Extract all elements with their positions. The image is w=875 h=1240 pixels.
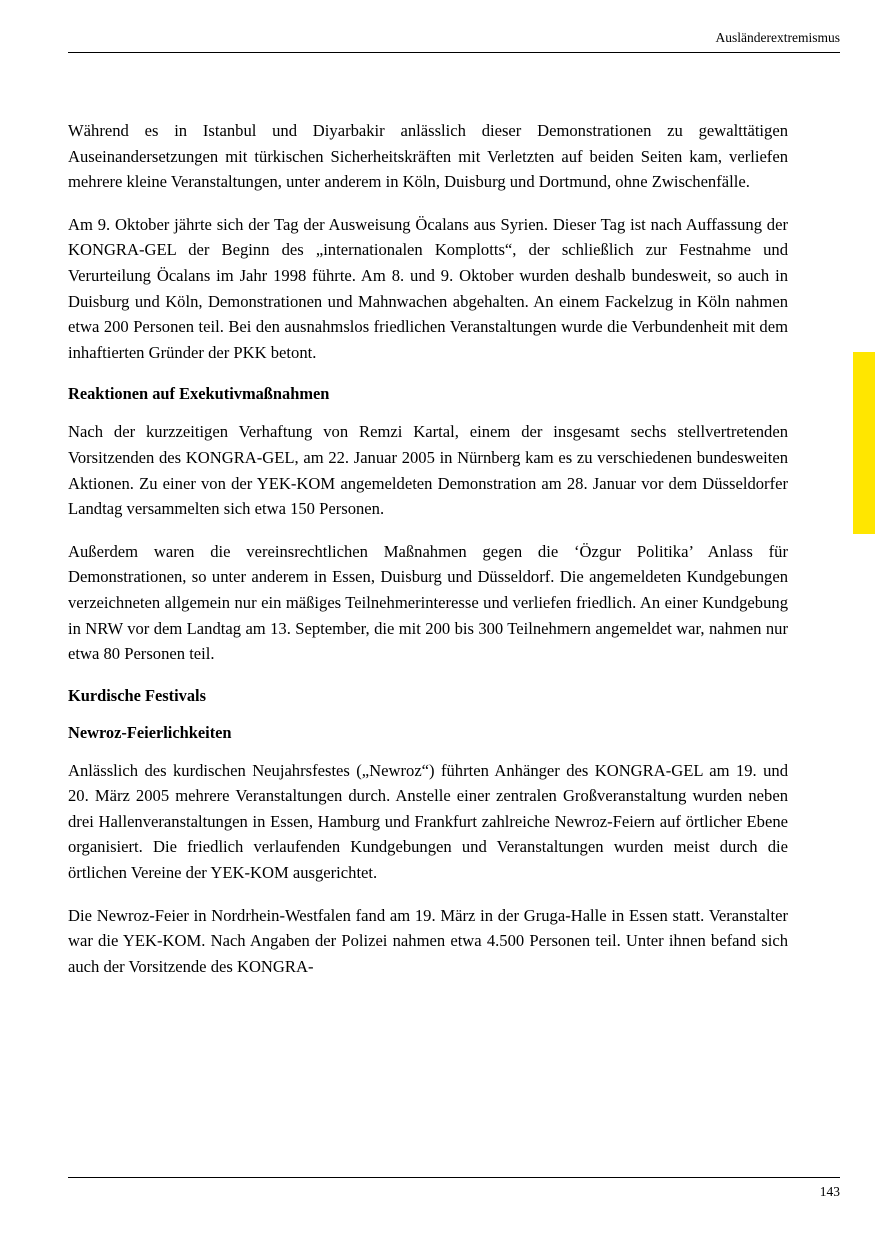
sub-section-heading: Newroz-Feierlichkeiten xyxy=(68,722,232,742)
paragraph: Während es in Istanbul und Diyarbakir anlässlich dieser Demonstrationen zu gewalttätigen Auseinandersetzungen mit türkischen Sicherheitskräften mit Verletzten auf beiden Seiten kam, verliefen mehrere kleine Veranstaltungen, unter anderem in Köln, Duisburg und Dortmund, ohne Zwischenfälle. xyxy=(68,121,788,192)
paragraph: Anlässlich des kurdischen Neujahrsfestes („Newroz“) führten Anhänger des KONGRA-GEL am 19. und 20. März 2005 mehrere Veranstaltungen durch. Anstelle einer zentralen Großveranstaltung wurden neben drei Hallenveranstaltungen in Essen, Hamburg und Frankfurt zahlreiche Newroz-Feiern auf örtlicher Ebene organisiert. Die friedlich verlaufenden Kundgebungen und Veranstaltungen wurden meist durch die örtlichen Vereine der YEK-KOM ausgerichtet. xyxy=(68,760,788,883)
paragraph: Die Newroz-Feier in Nordrhein-Westfalen fand am 19. März in der Gruga-Halle in Essen statt. Veranstalter war die YEK-KOM. Nach Angaben der Polizei nahmen etwa 4.500 Personen teil. Unter ihnen befand sich auch der Vorsitzende des KONGRA- xyxy=(68,905,788,976)
page-header xyxy=(68,30,840,53)
page-footer xyxy=(68,1177,840,1200)
paragraph: Nach der kurzzeitigen Verhaftung von Remzi Kartal, einem der insgesamt sechs stellvertretenden Vorsitzenden des KONGRA-GEL, am 22. Januar 2005 in Nürnberg kam es zu verschiedenen bundesweiten Aktionen. Zu einer von der YEK-KOM angemeldeten Demonstration am 28. Januar vor dem Düsseldorfer Landtag versammelten sich etwa 150 Personen. xyxy=(68,422,788,519)
running-head: Ausländerextremismus xyxy=(715,30,840,45)
paragraph: Außerdem waren die vereinsrechtlichen Maßnahmen gegen die ‘Özgur Politika’ Anlass für Demonstrationen, so unter anderem in Essen, Duisburg und Düsseldorf. Die angemeldeten Kundgebungen verzeichneten allgemein nur ein mäßiges Teilnehmerinteresse und verliefen friedlich. An einer Kundgebung in NRW vor dem Landtag am 13. September, die mit 200 bis 300 Teilnehmern angemeldet war, nahmen nur etwa 80 Personen teil. xyxy=(68,541,788,664)
section-heading: Reaktionen auf Exekutivmaßnahmen xyxy=(68,384,330,404)
page-number: 143 xyxy=(819,1184,840,1199)
section-heading: Kurdische Festivals xyxy=(68,685,206,705)
yellow-section-tab xyxy=(853,352,875,534)
header-divider xyxy=(68,52,840,53)
paragraph: Am 9. Oktober jährte sich der Tag der Ausweisung Öcalans aus Syrien. Dieser Tag ist nach Auffassung der KONGRA-GEL der Beginn des „internationalen Komplotts“, der schließlich zur Festnahme und Verurteilung Öcalans im Jahr 1998 führte. Am 8. und 9. Oktober wurden deshalb bundesweit, so auch in Duisburg und Köln, Demonstrationen und Mahnwachen abgehalten. An einem Fackelzug in Köln nahmen etwa 200 Personen teil. Bei den ausnahmslos friedlichen Veranstaltungen wurde die Verbundenheit mit dem inhaftierten Gründer der PKK betont. xyxy=(68,214,788,362)
body-content xyxy=(68,118,788,979)
